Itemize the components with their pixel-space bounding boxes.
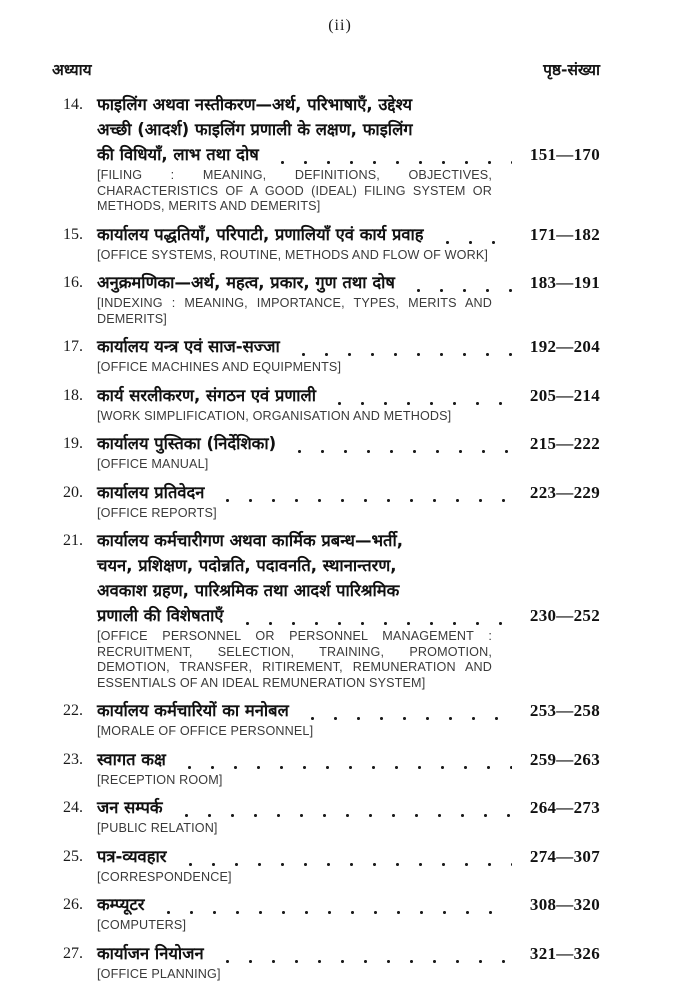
- entry-title-hindi: [97, 480, 518, 505]
- entry-number: 27.: [52, 941, 97, 966]
- toc-entry: [52, 222, 600, 264]
- hindi-line: [97, 222, 518, 247]
- hindi-line: कार्यालय कर्मचारीगण अथवा कार्मिक प्रबन्ध—भर्ती,: [97, 528, 518, 553]
- entry-title-english: [OFFICE PERSONNEL OR PERSONNEL MANAGEMENT : RECRUITMENT, SELECTION, TRAINING, PROMOTION, DEMOTION, TRANSFER, RITIREMENT, REMUNERATION AND ESSENTIALS OF AN IDEAL REMUNERATION SYSTEM]: [97, 629, 492, 691]
- entry-page-range: 171—182: [518, 222, 600, 247]
- dot-leader: [292, 334, 512, 359]
- entry-page-range: 321—326: [518, 941, 600, 966]
- entry-page-range: 151—170: [518, 142, 600, 167]
- hindi-line: [97, 698, 518, 723]
- hindi-line-text: पत्र-व्यवहार: [97, 844, 167, 869]
- entry-number: 26.: [52, 892, 97, 917]
- toc-header-chapter-label: अध्याय: [52, 58, 92, 80]
- hindi-line: अच्छी (आदर्श) फाइलिंग प्रणाली के लक्षण, फाइलिंग: [97, 117, 518, 142]
- toc-entry: [52, 844, 600, 886]
- entry-number: 15.: [52, 222, 97, 247]
- entry-number: 25.: [52, 844, 97, 869]
- toc-entry: [52, 334, 600, 376]
- toc-entry: [52, 270, 600, 327]
- entry-number: 20.: [52, 480, 97, 505]
- entry-title-hindi: [97, 222, 518, 247]
- hindi-line-text: की विधियाँ, लाभ तथा दोष: [97, 142, 259, 167]
- entry-title-english: [OFFICE SYSTEMS, ROUTINE, METHODS AND FLOW OF WORK]: [97, 248, 492, 264]
- hindi-line: [97, 844, 518, 869]
- hindi-line: [97, 941, 518, 966]
- dot-leader: [175, 795, 512, 820]
- toc-entry: [52, 383, 600, 425]
- entry-number: 17.: [52, 334, 97, 359]
- hindi-line-text: कार्यालय पुस्तिका (निर्देशिका): [97, 431, 276, 456]
- entry-number: 18.: [52, 383, 97, 408]
- entry-title-english: [FILING : MEANING, DEFINITIONS, OBJECTIVES, CHARACTERISTICS OF A GOOD (IDEAL) FILING SYSTEM OR METHODS, MERITS AND DEMERITS]: [97, 168, 492, 215]
- hindi-line: [97, 480, 518, 505]
- hindi-line: [97, 795, 518, 820]
- hindi-line-text: कार्याजन नियोजन: [97, 941, 204, 966]
- entry-title-english: [OFFICE MACHINES AND EQUIPMENTS]: [97, 360, 492, 376]
- dot-leader: [179, 844, 513, 869]
- entry-number: 23.: [52, 747, 97, 772]
- hindi-line: [97, 270, 518, 295]
- hindi-line-text: अनुक्रमणिका—अर्थ, महत्व, प्रकार, गुण तथा दोष: [97, 270, 395, 295]
- hindi-line-text: कार्यालय यन्त्र एवं साज-सज्जा: [97, 334, 280, 359]
- entry-title-hindi: [97, 747, 518, 772]
- toc-entry: [52, 941, 600, 982]
- entry-title-english: [COMPUTERS]: [97, 918, 492, 934]
- entry-title-english: [MORALE OF OFFICE PERSONNEL]: [97, 724, 492, 740]
- dot-leader: [216, 941, 512, 966]
- entry-title-hindi: [97, 334, 518, 359]
- entry-title-english: [WORK SIMPLIFICATION, ORGANISATION AND METHODS]: [97, 409, 492, 425]
- toc-entry: [52, 528, 600, 691]
- toc-header-row: [52, 58, 600, 80]
- entry-title-hindi: [97, 528, 518, 628]
- hindi-line-text: जन सम्पर्क: [97, 795, 163, 820]
- entry-title-english: [OFFICE REPORTS]: [97, 506, 492, 522]
- hindi-line: [97, 334, 518, 359]
- dot-leader: [288, 431, 512, 456]
- dot-leader: [271, 142, 512, 167]
- toc-entry: [52, 892, 600, 934]
- entry-page-range: 308—320: [518, 892, 600, 917]
- hindi-line-text: कार्य सरलीकरण, संगठन एवं प्रणाली: [97, 383, 316, 408]
- entry-title-hindi: [97, 383, 518, 408]
- entry-title-hindi: [97, 698, 518, 723]
- entry-page-range: 215—222: [518, 431, 600, 456]
- hindi-line: [97, 603, 518, 628]
- dot-leader: [216, 480, 512, 505]
- page-roman-numeral: (ii): [0, 0, 680, 35]
- hindi-line-text: स्वागत कक्ष: [97, 747, 166, 772]
- entry-page-range: 259—263: [518, 747, 600, 772]
- hindi-line: [97, 383, 518, 408]
- entry-title-hindi: [97, 92, 518, 167]
- hindi-line: [97, 142, 518, 167]
- entry-number: 19.: [52, 431, 97, 456]
- hindi-line-text: कार्यालय पद्धतियाँ, परिपाटी, प्रणालियाँ एवं कार्य प्रवाह: [97, 222, 424, 247]
- entry-number: 22.: [52, 698, 97, 723]
- toc-header-pagenum-label: पृष्ठ-संख्या: [543, 58, 600, 80]
- dot-leader: [436, 222, 512, 247]
- entry-page-range: 253—258: [518, 698, 600, 723]
- toc-entries-list: [52, 92, 600, 982]
- dot-leader: [328, 383, 512, 408]
- toc-entry: [52, 480, 600, 522]
- entry-page-range: 205—214: [518, 383, 600, 408]
- entry-title-english: [PUBLIC RELATION]: [97, 821, 492, 837]
- entry-title-hindi: [97, 941, 518, 966]
- entry-number: 24.: [52, 795, 97, 820]
- entry-title-hindi: [97, 431, 518, 456]
- entry-number: 21.: [52, 528, 97, 628]
- toc-entry: [52, 431, 600, 473]
- dot-leader: [236, 603, 513, 628]
- hindi-line-text: कार्यालय कर्मचारियों का मनोबल: [97, 698, 289, 723]
- entry-page-range: 192—204: [518, 334, 600, 359]
- toc-entry: [52, 92, 600, 215]
- entry-number: 16.: [52, 270, 97, 295]
- entry-title-english: [OFFICE PLANNING]: [97, 967, 492, 982]
- hindi-line: फाइलिंग अथवा नस्तीकरण—अर्थ, परिभाषाएँ, उद्देश्य: [97, 92, 518, 117]
- hindi-line: चयन, प्रशिक्षण, पदोन्नति, पदावनति, स्थानान्तरण,: [97, 553, 518, 578]
- dot-leader: [178, 747, 512, 772]
- entry-page-range: 274—307: [518, 844, 600, 869]
- hindi-line: [97, 747, 518, 772]
- entry-title-hindi: [97, 270, 518, 295]
- entry-page-range: 230—252: [518, 603, 600, 628]
- hindi-line-text: कम्प्यूटर: [97, 892, 145, 917]
- dot-leader: [407, 270, 512, 295]
- hindi-line: [97, 431, 518, 456]
- toc-entry: [52, 795, 600, 837]
- toc-entry: [52, 747, 600, 789]
- entry-number: 14.: [52, 92, 97, 167]
- hindi-line-text: कार्यालय प्रतिवेदन: [97, 480, 204, 505]
- entry-title-hindi: [97, 795, 518, 820]
- entry-title-english: [OFFICE MANUAL]: [97, 457, 492, 473]
- entry-page-range: 183—191: [518, 270, 600, 295]
- entry-title-english: [CORRESPONDENCE]: [97, 870, 492, 886]
- dot-leader: [301, 698, 512, 723]
- hindi-line-text: प्रणाली की विशेषताएँ: [97, 603, 224, 628]
- entry-page-range: 264—273: [518, 795, 600, 820]
- entry-title-english: [RECEPTION ROOM]: [97, 773, 492, 789]
- entry-title-hindi: [97, 844, 518, 869]
- toc-entry: [52, 698, 600, 740]
- entry-title-english: [INDEXING : MEANING, IMPORTANCE, TYPES, MERITS AND DEMERITS]: [97, 296, 492, 327]
- hindi-line: अवकाश ग्रहण, पारिश्रमिक तथा आदर्श पारिश्रमिक: [97, 578, 518, 603]
- entry-page-range: 223—229: [518, 480, 600, 505]
